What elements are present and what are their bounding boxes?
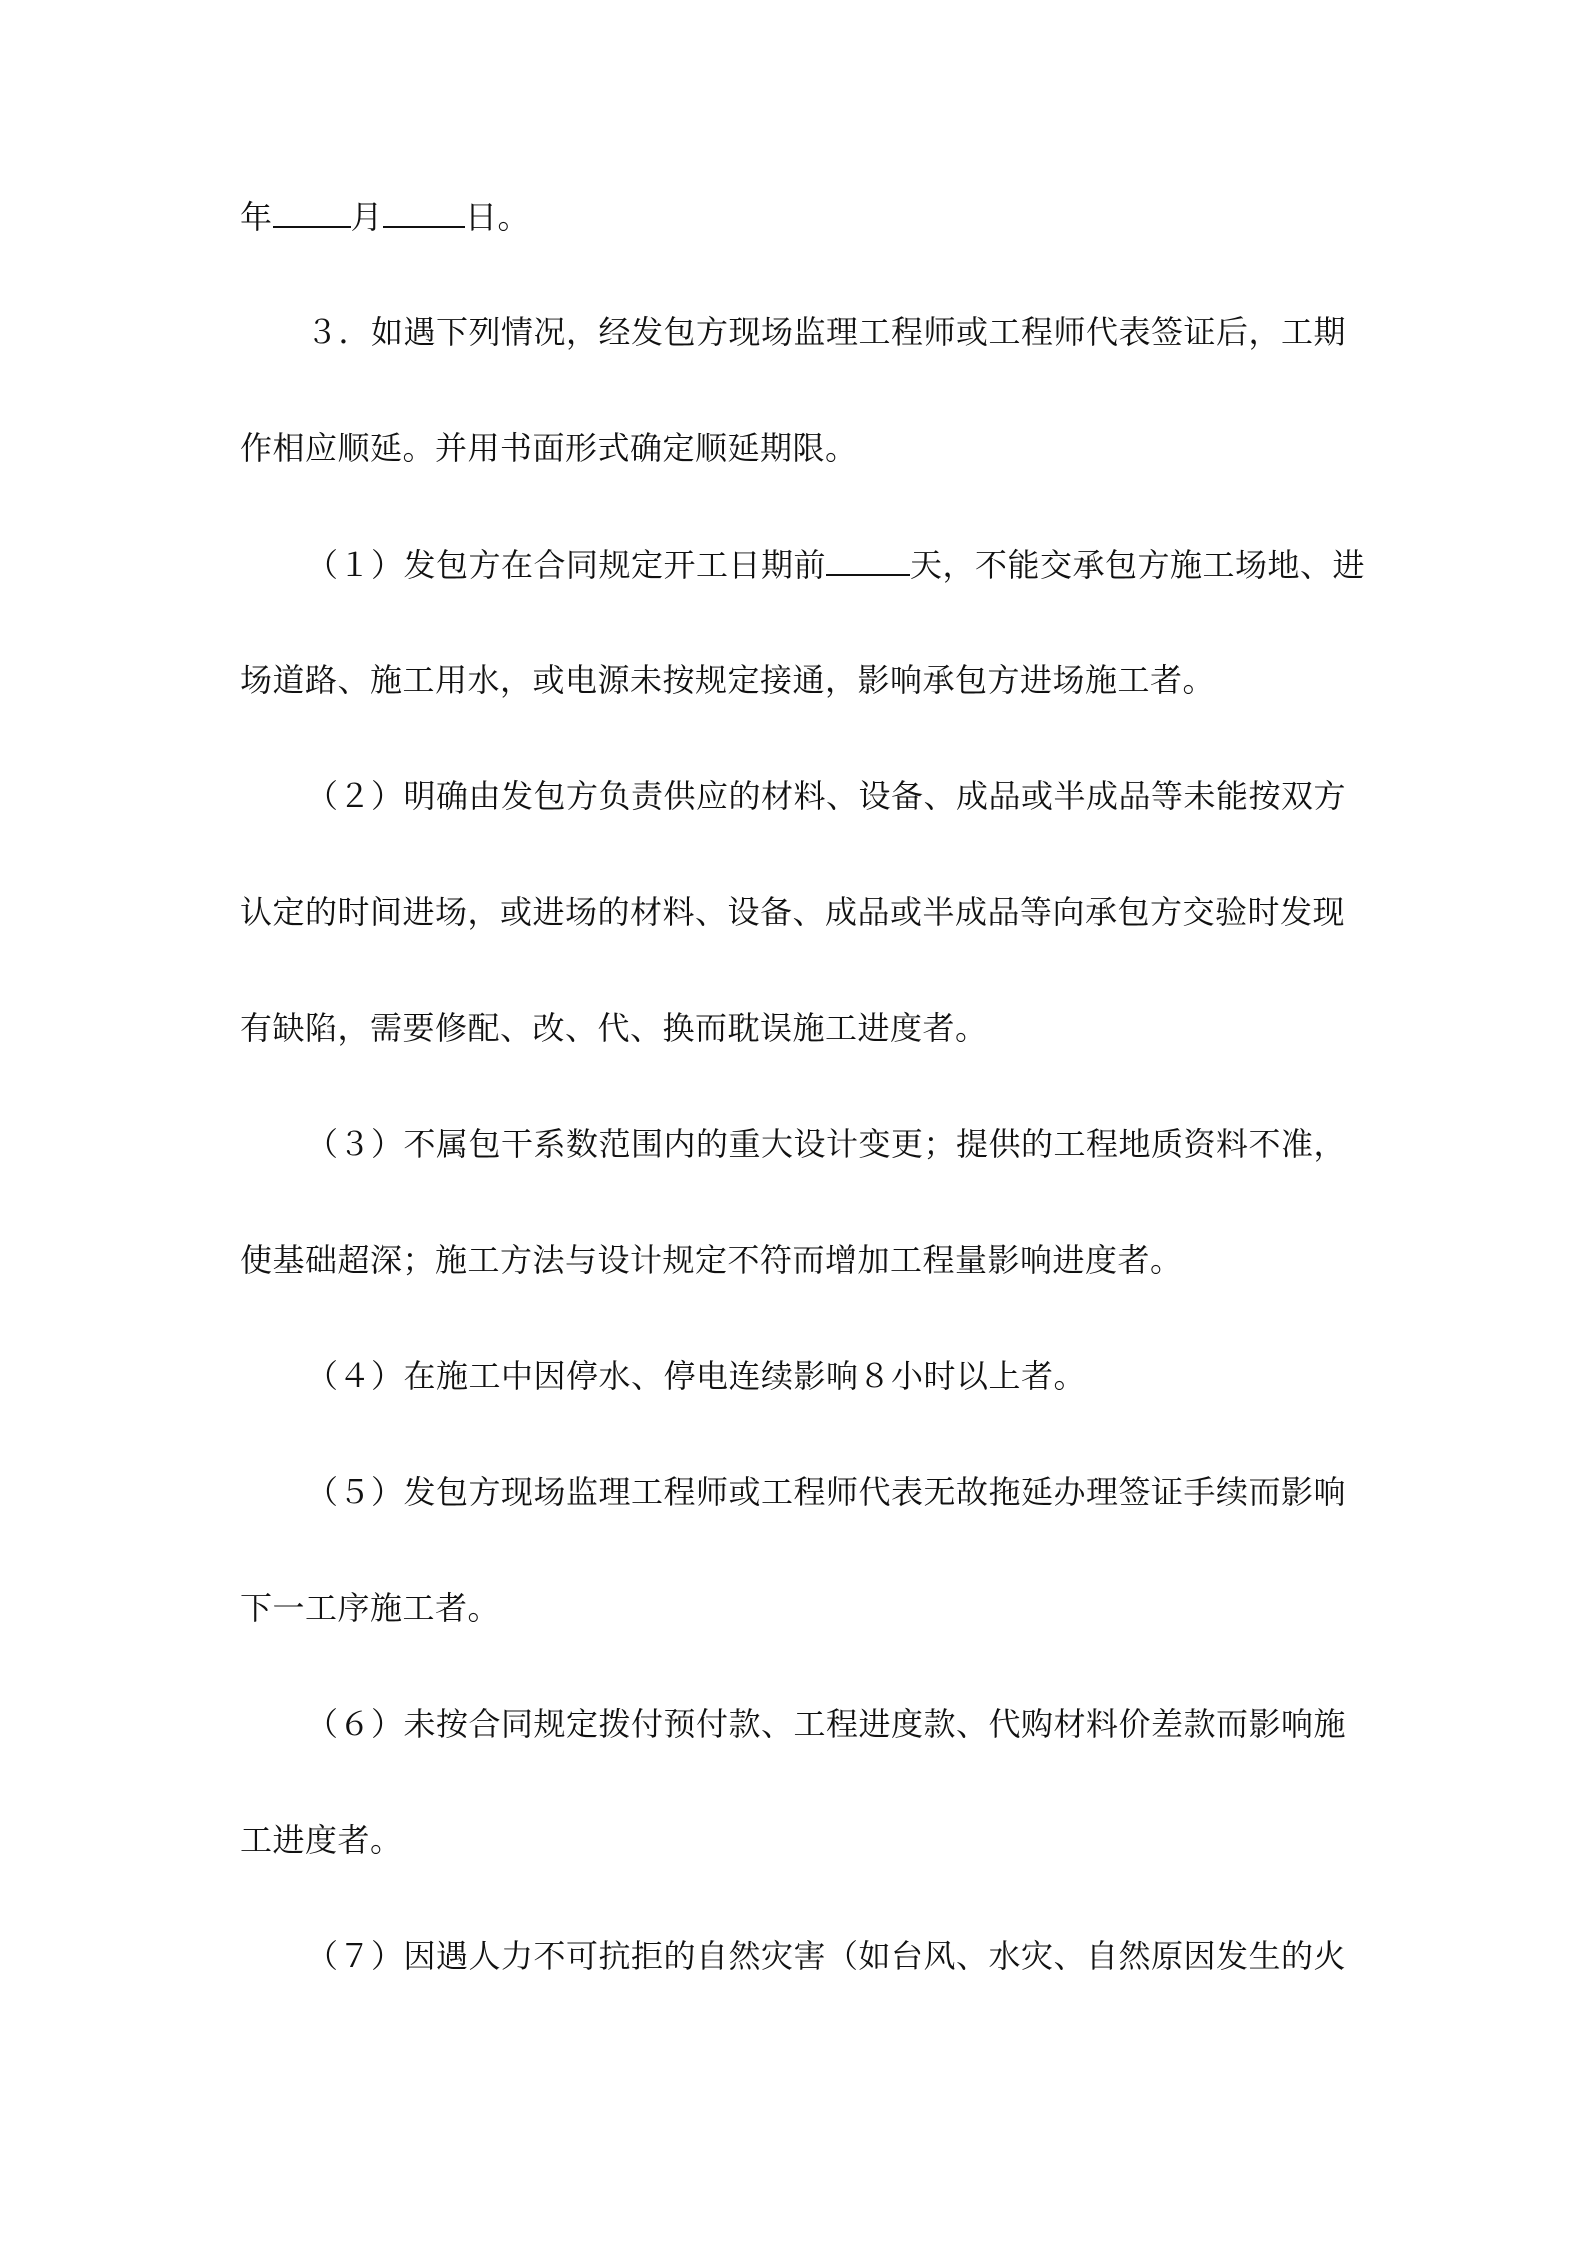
sub7-line1: （７）因遇人力不可抗拒的自然灾害（如台风、水灾、自然原因发生的火 <box>306 1937 1347 1975</box>
sub6-line2: 工进度者。 <box>240 1821 403 1859</box>
sub1-text-after: 天，不能交承包方施工场地、进 <box>910 546 1366 584</box>
sub5-line2: 下一工序施工者。 <box>240 1589 501 1627</box>
month-char: 月 <box>350 198 384 236</box>
item3-line1: ３．如遇下列情况，经发包方现场监理工程师或工程师代表签证后，工期 <box>306 313 1347 351</box>
sub1-line1 <box>306 544 1365 584</box>
sub4-line1: （４）在施工中因停水、停电连续影响８小时以上者。 <box>306 1357 1087 1395</box>
item3-line2: 作相应顺延。并用书面形式确定顺延期限。 <box>240 429 858 467</box>
day-char: 日。 <box>465 198 531 236</box>
sub3-line1: （３）不属包干系数范围内的重大设计变更；提供的工程地质资料不准， <box>306 1125 1347 1163</box>
sub3-line2: 使基础超深；施工方法与设计规定不符而增加工程量影响进度者。 <box>240 1241 1183 1279</box>
year-char: 年 <box>240 198 273 236</box>
sub1-line2: 场道路、施工用水，或电源未按规定接通，影响承包方进场施工者。 <box>240 661 1216 699</box>
day-blank <box>383 196 465 228</box>
sub6-line1: （６）未按合同规定拨付预付款、工程进度款、代购材料价差款而影响施 <box>306 1705 1347 1743</box>
sub2-line1: （２）明确由发包方负责供应的材料、设备、成品或半成品等未能按双方 <box>306 777 1347 815</box>
sub5-line1: （５）发包方现场监理工程师或工程师代表无故拖延办理签证手续而影响 <box>306 1473 1347 1511</box>
days-blank <box>826 544 910 576</box>
sub1-text-before: （１）发包方在合同规定开工日期前 <box>306 546 827 584</box>
sub2-line3: 有缺陷，需要修配、改、代、换而耽误施工进度者。 <box>240 1009 988 1047</box>
month-blank <box>273 196 351 228</box>
date-line <box>240 196 530 236</box>
sub2-line2: 认定的时间进场，或进场的材料、设备、成品或半成品等向承包方交验时发现 <box>240 893 1346 931</box>
